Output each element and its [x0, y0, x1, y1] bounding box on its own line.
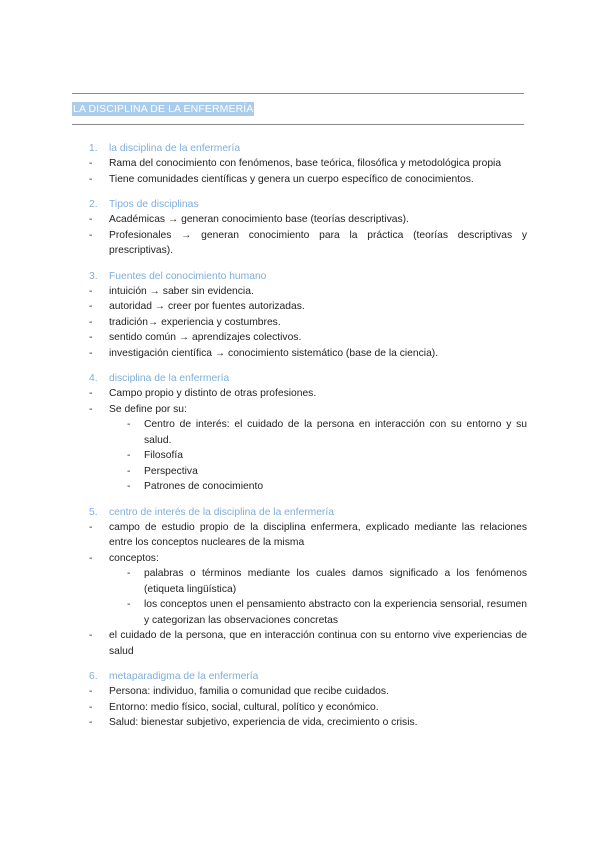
section [89, 669, 527, 731]
sub-list-item-text: Perspectiva [144, 465, 198, 477]
bullet-dash: - [89, 229, 93, 241]
section-number: 3. [89, 270, 98, 282]
list-item [89, 700, 527, 716]
section-number: 6. [89, 671, 98, 682]
sub-list-item-text: Patrones de conocimiento [144, 481, 264, 492]
list-item-text: autoridad → creer por fuentes autorizadas. [109, 301, 305, 312]
title-top-rule [72, 93, 524, 94]
bullet-dash: - [127, 450, 131, 461]
bullet-dash: - [89, 388, 93, 399]
list-item [89, 520, 527, 551]
section-heading-text: centro de interés de la disciplina de la enfermería [109, 506, 334, 518]
document-title: LA DISCIPLINA DE LA ENFERMERÍA [73, 103, 254, 115]
list-item-text: conceptos: [109, 552, 159, 564]
sub-list-item-text: Centro de interés: el cuidado de la persona en interacción con su entorno y su salud. [144, 419, 527, 446]
section-heading [89, 505, 527, 520]
section [89, 141, 527, 187]
section-number: 5. [89, 506, 98, 518]
sub-list-item-text: palabras o términos mediante los cuales damos significado a los fenómenos (etiqueta lingüística) [144, 568, 527, 595]
title-bottom-rule [72, 124, 524, 125]
list-item [89, 551, 527, 567]
list-item [89, 299, 527, 315]
bullet-dash: - [89, 552, 93, 564]
bullet-dash: - [89, 701, 93, 713]
list-item [89, 386, 527, 402]
bullet-dash: - [89, 403, 93, 415]
bullet-dash: - [127, 419, 131, 430]
list-item-text: Académicas → generan conocimiento base (teorías descriptivas). [109, 214, 409, 225]
list-item [89, 156, 527, 172]
section [89, 197, 527, 259]
section [89, 269, 527, 362]
list-item-text: Profesionales → generan conocimiento para la práctica (teorías descriptivas y prescriptivas). [109, 229, 527, 256]
list-item-text: el cuidado de la persona, que en interacción continua con su entorno vive experiencias de salud [109, 630, 527, 657]
list-item-text: investigación científica → conocimiento sistemático (base de la ciencia). [109, 347, 439, 359]
bullet-dash: - [89, 686, 93, 697]
list-item-text: Rama del conocimiento con fenómenos, base teórica, filosófica y metodológica propia [109, 158, 502, 169]
sub-list-item-text: los conceptos unen el pensamiento abstracto con la experiencia sensorial, resumen y categorizan las observaciones concretas [144, 599, 527, 626]
bullet-dash: - [89, 158, 93, 169]
list-item [89, 172, 527, 188]
section-number: 4. [89, 373, 98, 384]
list-item-text: Entorno: medio físico, social, cultural, político y económico. [109, 701, 379, 713]
bullet-dash: - [89, 332, 93, 343]
list-item [89, 228, 527, 259]
list-item [89, 212, 527, 228]
list-item-text: Persona: individuo, familia o comunidad que recibe cuidados. [109, 686, 389, 697]
bullet-dash: - [89, 347, 93, 359]
section-number: 1. [89, 143, 98, 154]
section-heading [89, 371, 527, 386]
bullet-dash: - [127, 568, 131, 579]
section-heading [89, 197, 527, 212]
section-heading-text: Fuentes del conocimiento humano [109, 270, 267, 282]
section-number: 2. [89, 199, 98, 210]
bullet-dash: - [89, 521, 93, 533]
bullet-dash: - [89, 214, 93, 225]
list-item-text: Salud: bienestar subjetivo, experiencia de vida, crecimiento o crisis. [109, 717, 418, 728]
sub-list-item [89, 464, 527, 480]
sub-list-item [89, 417, 527, 448]
list-item-text: sentido común → aprendizajes colectivos. [109, 332, 302, 343]
list-item [89, 315, 527, 331]
list-item [89, 284, 527, 300]
sub-list-item-text: Filosofía [144, 450, 183, 461]
bullet-dash: - [89, 630, 93, 641]
list-item-text: tradición→ experiencia y costumbres. [109, 316, 281, 328]
sub-list-item [89, 479, 527, 495]
list-item [89, 402, 527, 418]
list-item-text: campo de estudio propio de la disciplina enfermera, explicado mediante las relaciones entre los conceptos nucleares de la misma [109, 521, 527, 548]
sub-list-item [89, 448, 527, 464]
section-heading-text: metaparadigma de la enfermería [109, 671, 259, 682]
bullet-dash: - [127, 465, 131, 477]
list-item [89, 684, 527, 700]
section-heading [89, 669, 527, 684]
bullet-dash: - [89, 285, 93, 297]
bullet-dash: - [89, 301, 93, 312]
list-item-text: Campo propio y distinto de otras profesiones. [109, 388, 317, 399]
list-item-text: Se define por su: [109, 403, 187, 415]
list-item [89, 346, 527, 362]
list-item [89, 330, 527, 346]
section [89, 371, 527, 495]
title-wrap [72, 99, 254, 117]
bullet-dash: - [89, 173, 93, 185]
document-body [89, 141, 527, 741]
bullet-dash: - [127, 481, 131, 492]
bullet-dash: - [127, 599, 131, 610]
sub-list-item [89, 566, 527, 597]
list-item [89, 628, 527, 659]
section-heading [89, 269, 527, 284]
section [89, 505, 527, 660]
list-item [89, 715, 527, 731]
section-heading-text: Tipos de disciplinas [109, 199, 199, 210]
sub-list-item [89, 597, 527, 628]
list-item-text: Tiene comunidades científicas y genera un cuerpo específico de conocimientos. [109, 173, 474, 185]
section-heading-text: disciplina de la enfermería [109, 373, 230, 384]
bullet-dash: - [89, 717, 93, 728]
section-heading-text: la disciplina de la enfermería [109, 143, 241, 154]
section-heading [89, 141, 527, 156]
bullet-dash: - [89, 316, 93, 328]
list-item-text: intuición → saber sin evidencia. [109, 285, 254, 297]
